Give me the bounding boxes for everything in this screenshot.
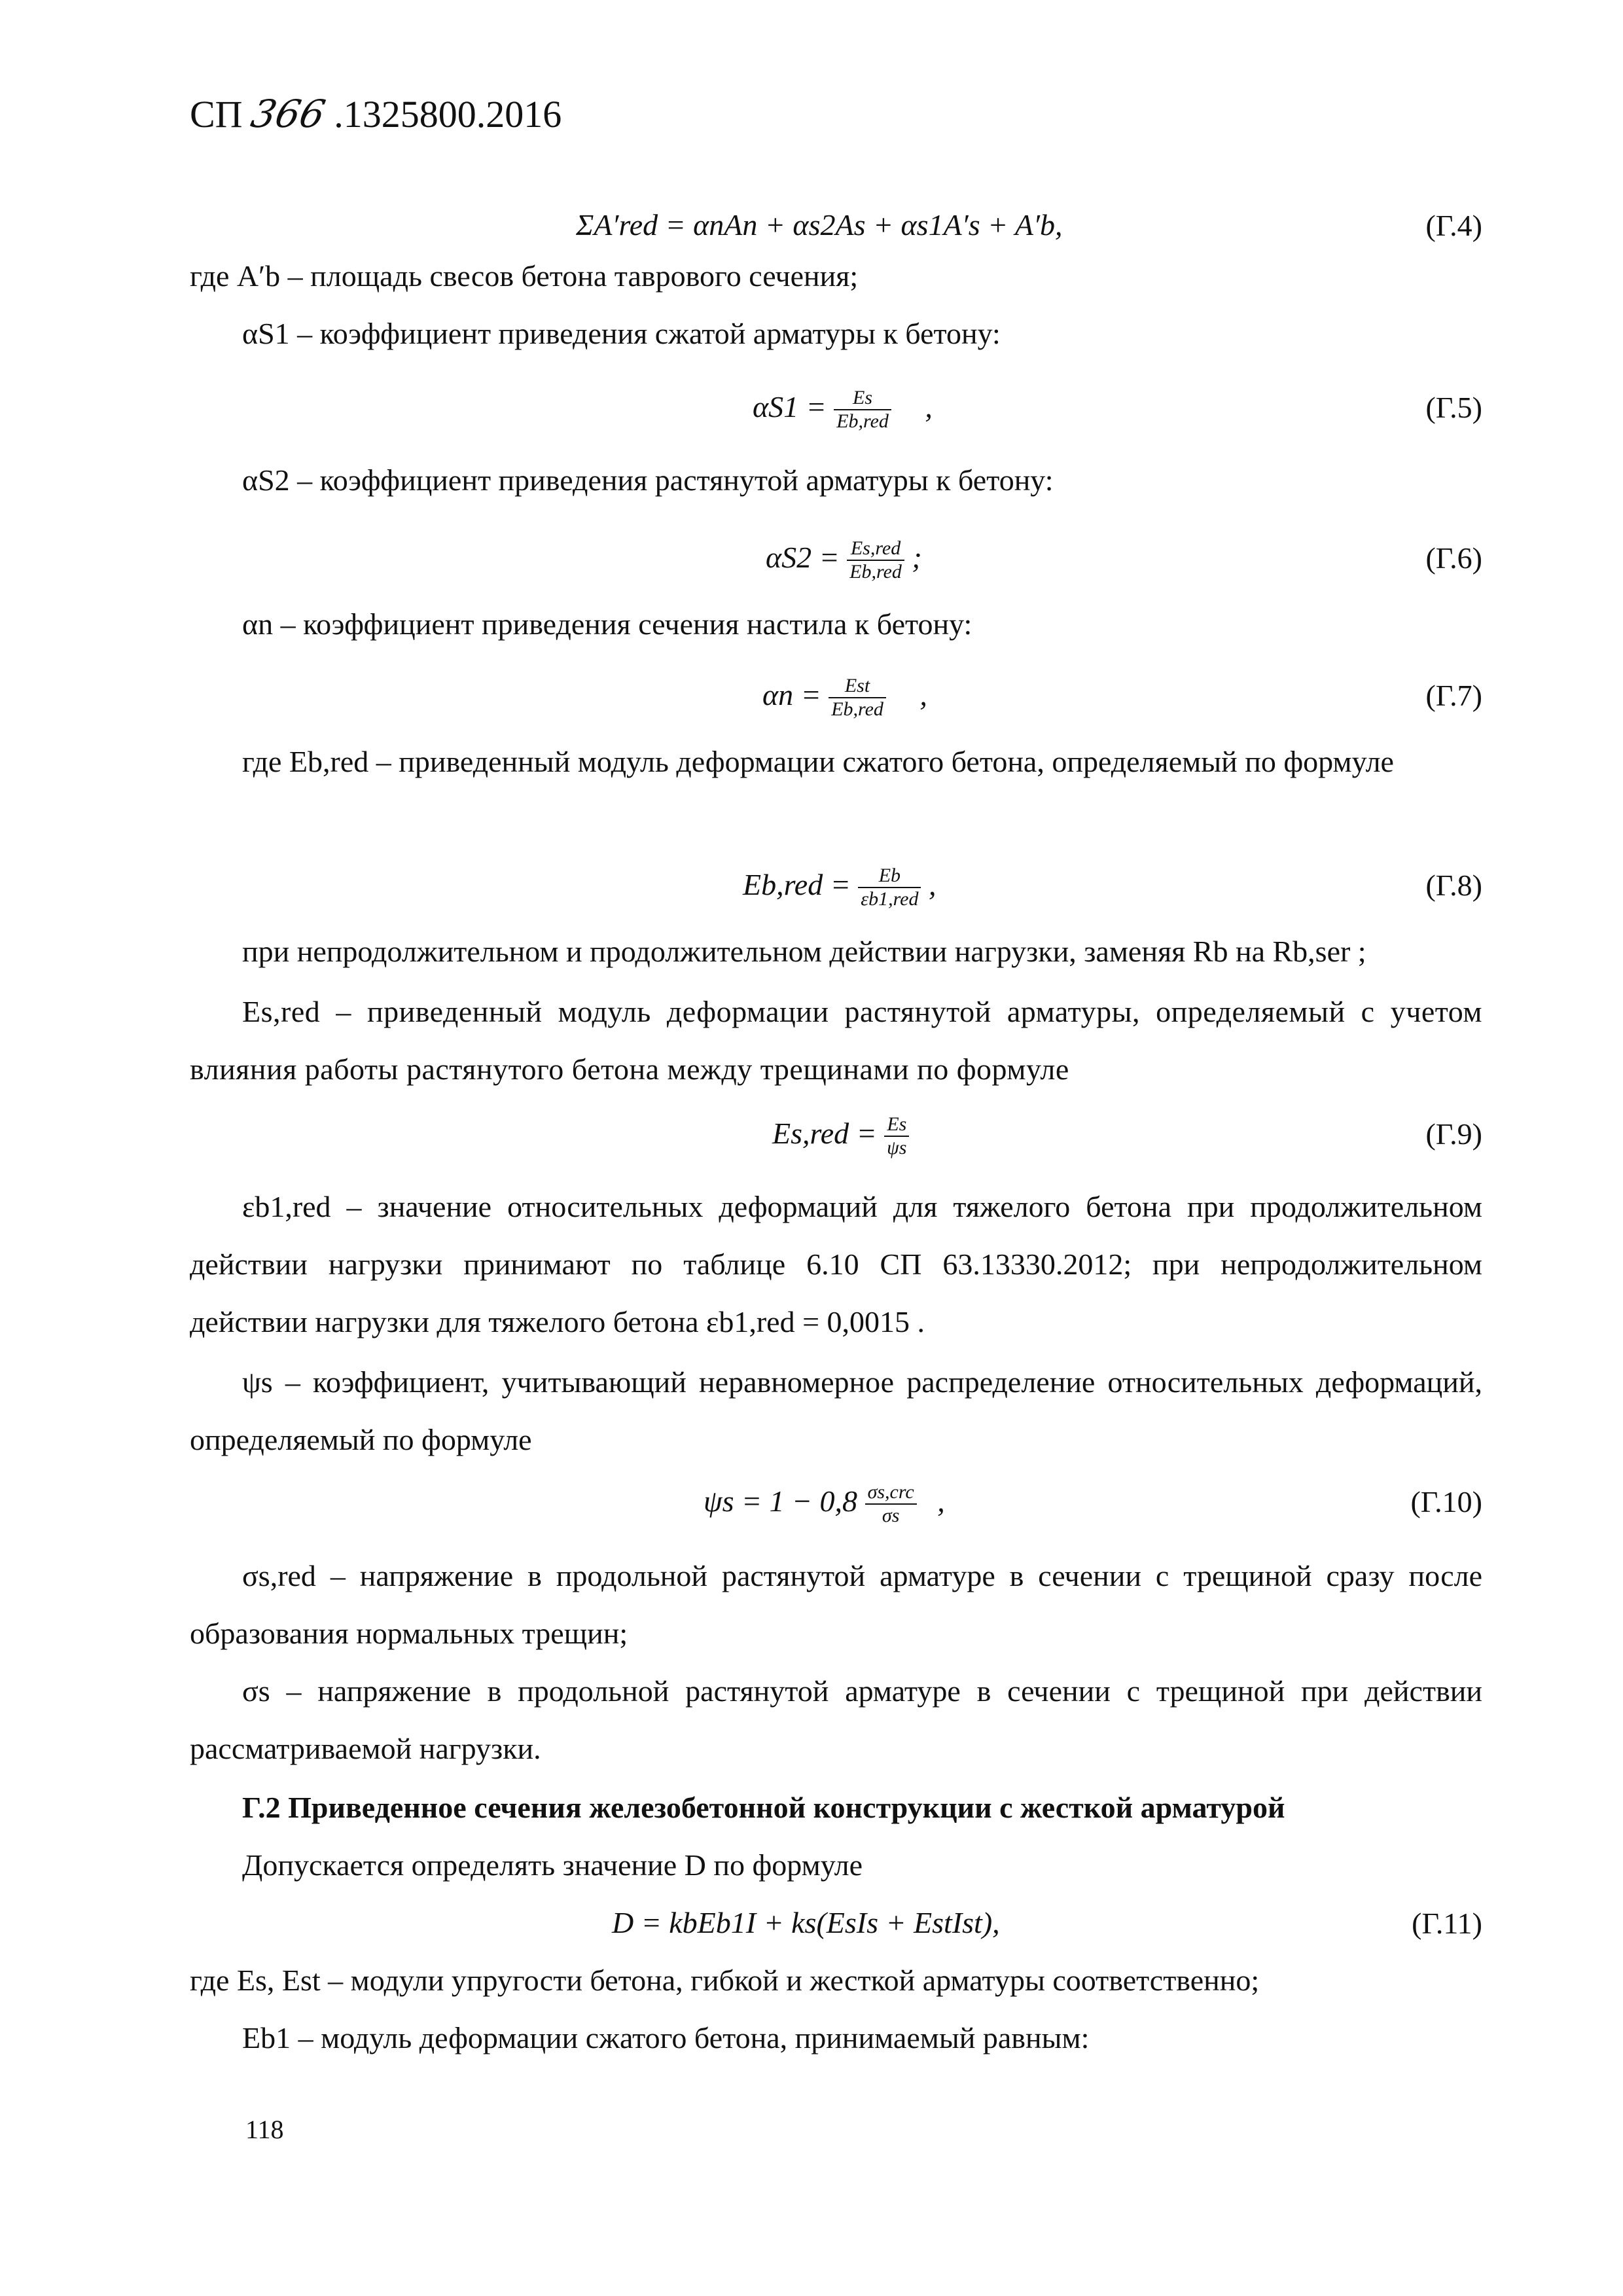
eq-g7-lhs: αn = <box>762 678 821 711</box>
definition-as2: αS2 – коэффициент приведения растянутой арматуры к бетону: <box>242 463 1054 497</box>
handwritten-number: 366 <box>247 92 330 136</box>
definition-an: αn – коэффициент приведения сечения настила к бетону: <box>242 607 972 641</box>
eq-g6-tail: ; <box>912 541 922 574</box>
eq-g7-num: Est <box>844 675 870 697</box>
eq-g6-fraction <box>847 537 904 583</box>
eq-g9-num: Es <box>887 1113 907 1136</box>
eq-g8-lhs: Eb,red = <box>743 868 851 901</box>
eq-g9-fraction <box>884 1113 909 1159</box>
document-header <box>190 92 562 136</box>
definition-eb1: Eb1 – модуль деформации сжатого бетона, принимаемый равным: <box>242 2021 1090 2054</box>
eq-g8-num: Eb <box>878 865 901 887</box>
equation-number-g9: (Г.9) <box>1425 1117 1482 1151</box>
line-rb: при непродолжительном и продолжительном действии нагрузки, заменяя Rb на Rb,ser ; <box>242 935 1366 968</box>
equation-number-g8: (Г.8) <box>1425 869 1482 902</box>
equation-g10 <box>704 1473 945 1530</box>
paragraph-psi: ψs – коэффициент, учитывающий неравномерное распределение относительных деформаций, определяемый по формуле <box>190 1365 1482 1456</box>
paragraph-ebred: где Eb,red – приведенный модуль деформации сжатого бетона, определяемый по формуле <box>242 745 1394 778</box>
eq-g5-num: Es <box>853 387 873 409</box>
definition-ab: где A′b – площадь свесов бетона таврового сечения; <box>190 259 859 293</box>
definition-es-est: где Es, Est – модули упругости бетона, гибкой и жесткой арматуры соответственно; <box>190 1964 1260 1997</box>
eq-g6-num: Es,red <box>850 537 901 560</box>
definition-as1: αS1 – коэффициент приведения сжатой арматуры к бетону: <box>242 317 1001 350</box>
eq-g7-tail: , <box>919 678 927 711</box>
equation-number-g7: (Г.7) <box>1425 679 1482 712</box>
eq-g7-fraction <box>829 675 886 721</box>
eq-g6-lhs: αS2 = <box>766 541 840 574</box>
eq-g8-fraction <box>858 865 921 910</box>
eq-g8-den: εb1,red <box>858 887 921 910</box>
paragraph-eps: εb1,red – значение относительных деформаций для тяжелого бетона при продолжительном действии нагрузки принимают по таблице 6.10 СП 63.13330.2012; при непродолжительном действии нагрузки для тяжелого бетона εb1,red = 0,0015 . <box>190 1190 1482 1338</box>
equation-g4: ΣA′red = αnAn + αs2As + αs1A′s + A′b, <box>576 208 1063 242</box>
eq-g7-den: Eb,red <box>829 697 886 721</box>
eq-g10-den: σs <box>865 1503 917 1527</box>
equation-number-g11: (Г.11) <box>1412 1907 1482 1940</box>
equation-number-g5: (Г.5) <box>1425 391 1482 424</box>
eq-g10-num: σs,crc <box>867 1481 914 1503</box>
paragraph-ss: σs – напряжение в продольной растянутой арматуре в сечении с трещиной при действии рассматриваемой нагрузки. <box>190 1674 1482 1765</box>
eq-g9-den: ψs <box>884 1136 909 1159</box>
equation-number-g10: (Г.10) <box>1410 1485 1482 1518</box>
equation-number-g6: (Г.6) <box>1425 541 1482 575</box>
line-d: Допускается определять значение D по формуле <box>242 1848 863 1882</box>
equation-g7 <box>762 666 927 724</box>
eq-g10-lhs: ψs = 1 − 0,8 <box>704 1484 858 1518</box>
eq-g5-fraction <box>834 387 891 433</box>
equation-g8 <box>743 856 936 914</box>
paragraph-esred: Es,red – приведенный модуль деформации растянутой арматуры, определяемый с учетом влияния работы растянутого бетона между трещинами по формуле <box>190 995 1482 1086</box>
equation-number-g4: (Г.4) <box>1425 209 1482 242</box>
eq-g5-den: Eb,red <box>834 409 891 433</box>
equation-g5 <box>753 378 933 436</box>
header-code: .1325800.2016 <box>334 93 562 135</box>
equation-g6 <box>766 529 922 586</box>
eq-g10-tail: , <box>937 1484 945 1518</box>
eq-g9-lhs: Es,red = <box>772 1117 877 1150</box>
eq-g8-tail: , <box>928 868 936 901</box>
eq-g6-den: Eb,red <box>847 560 904 583</box>
eq-g5-tail: , <box>925 390 933 423</box>
section-title: Г.2 Приведенное сечения железобетонной конструкции с жесткой арматурой <box>242 1791 1285 1824</box>
eq-g5-lhs: αS1 = <box>753 390 827 423</box>
equation-g9 <box>772 1105 909 1162</box>
eq-g10-fraction <box>865 1481 917 1527</box>
page-number: 118 <box>245 2115 284 2144</box>
equation-g11: D = kbEb1I + ks(EsIs + EstIst), <box>612 1906 1000 1939</box>
header-prefix: СП <box>190 93 243 135</box>
paragraph-sred: σs,red – напряжение в продольной растянутой арматуре в сечении с трещиной сразу после образования нормальных трещин; <box>190 1559 1482 1650</box>
